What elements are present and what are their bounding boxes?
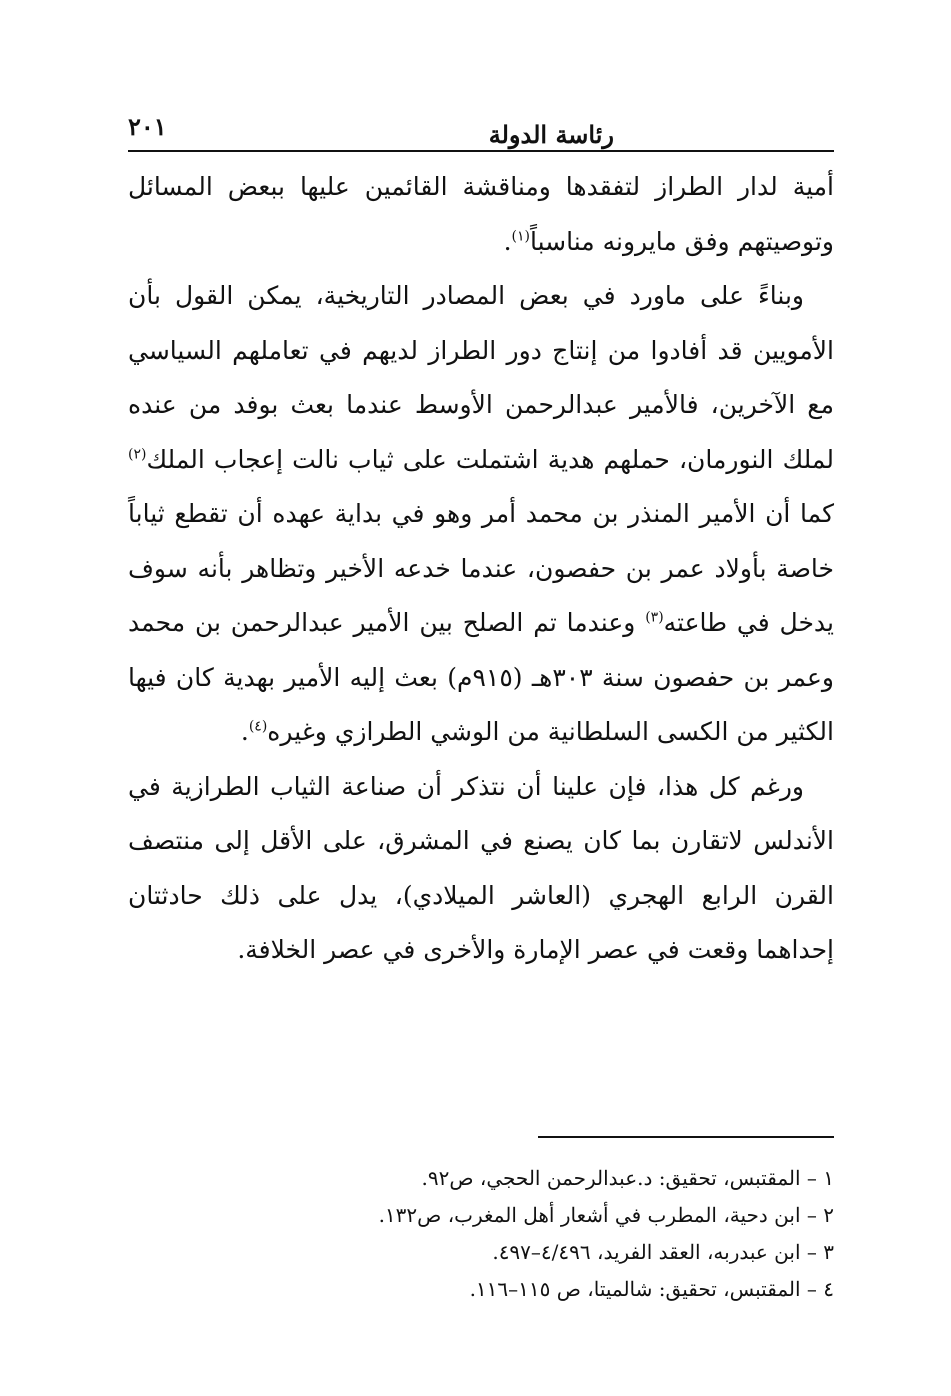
header-rule (128, 150, 834, 152)
footnote-ref-2: (٢) (128, 446, 147, 463)
footnote-1: ١ – المقتبس، تحقيق: د.عبدالرحمن الحجي، ص٩٢. (421, 1166, 834, 1190)
footnote-ref-4: (٤) (248, 718, 268, 735)
footnotes (128, 1160, 834, 1308)
main-text (128, 160, 834, 978)
page-header (128, 112, 834, 152)
paragraph-2 (128, 269, 834, 760)
paragraph-1-text: أمية لدار الطراز لتفقدها ومناقشة القائمين عليها ببعض المسائل وتوصيتهم وفق مايرونه مناسباً (128, 172, 834, 256)
paragraph-2-part-b: كما أن الأمير المنذر بن محمد أمر وهو في بداية عهده أن تقطع ثياباً خاصة بأولاد عمر بن حفصون، عندما خدعه الأخير وتظاهر بأنه سوف يدخل في طاعته (128, 499, 834, 637)
paragraph-2-end: . (240, 717, 249, 746)
paragraph-1 (128, 160, 834, 269)
paragraph-2-part-a: وبناءً على ماورد في بعض المصادر التاريخية، يمكن القول بأن الأمويين قد أفادوا من إنتاج دور الطراز لديهم في تعاملهم السياسي مع الآخرين، فالأمير عبدالرحمن الأوسط عندما بعث بوفد من عنده لملك النورمان، حملهم هدية اشتملت على ثياب نالت إعجاب الملك (128, 281, 834, 474)
page-number: ٢٠١ (128, 112, 167, 141)
paragraph-2-part-c: وعندما تم الصلح بين الأمير عبدالرحمن بن محمد وعمر بن حفصون سنة ٣٠٣هـ (٩١٥م) بعث إليه الأمير بهدية كان فيها الكثير من الكسى السلطانية من الوشي الطرازي وغيره (128, 608, 834, 746)
footnote-3: ٣ – ابن عبدربه، العقد الفريد، ٤/٤٩٦–٤٩٧. (492, 1240, 834, 1264)
paragraph-1-end: . (503, 226, 512, 256)
paragraph-3: ورغم كل هذا، فإن علينا أن نتذكر أن صناعة الثياب الطرازية في الأندلس لاتقارن بما كان يصنع في المشرق، على الأقل إلى منتصف القرن الرابع الهجري (العاشر الميلادي)، يدل على ذلك حادثتان إحداهما وقعت في عصر الإمارة والأخرى في عصر الخلافة. (128, 771, 834, 964)
footnote-ref-1: (١) (511, 228, 530, 245)
running-title: رئاسة الدولة (488, 120, 614, 149)
footnote-4: ٤ – المقتبس، تحقيق: شالميتا، ص ١١٥–١١٦. (469, 1277, 834, 1301)
footnote-2: ٢ – ابن دحية، المطرب في أشعار أهل المغرب، ص١٣٢. (378, 1203, 834, 1227)
footnote-ref-3: (٣) (645, 609, 664, 626)
footnote-rule (538, 1136, 834, 1138)
